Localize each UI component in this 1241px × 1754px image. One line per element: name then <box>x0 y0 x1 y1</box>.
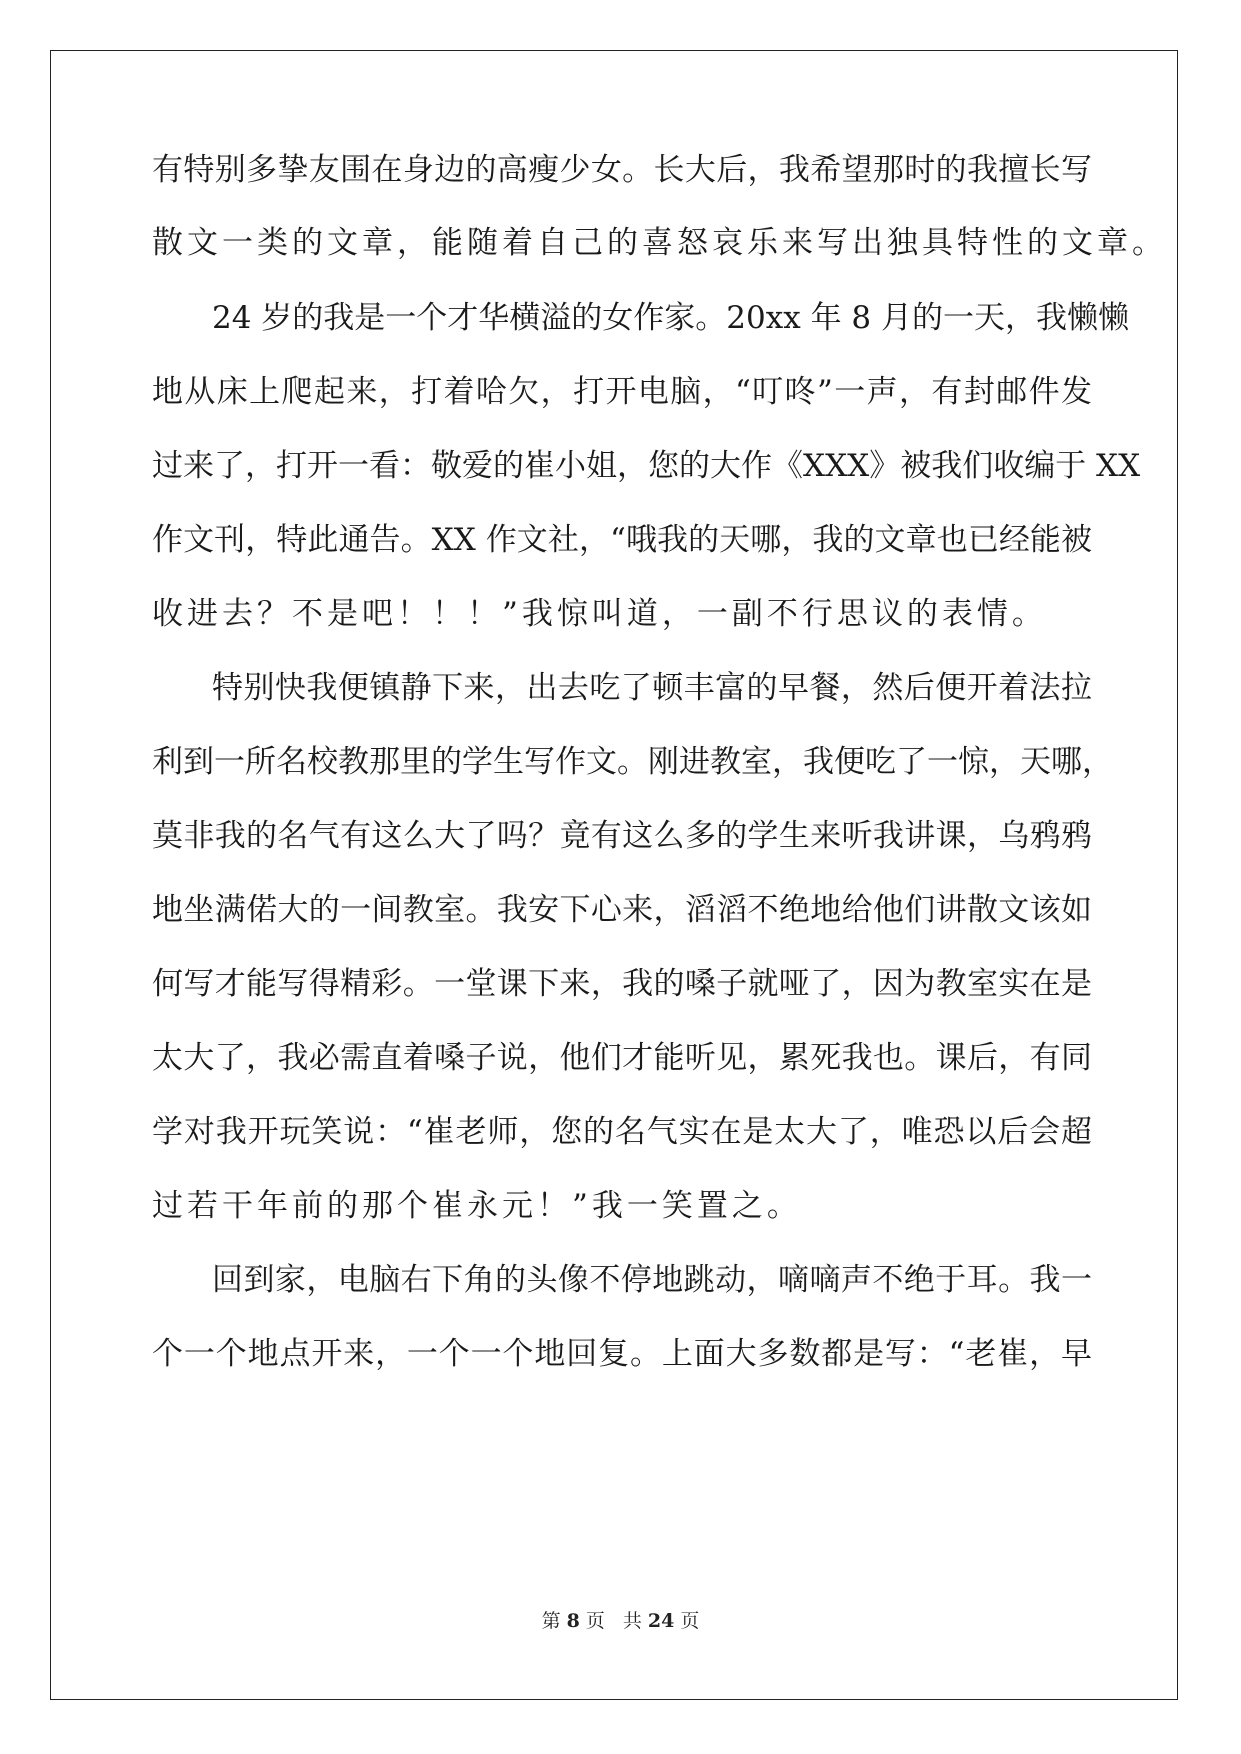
text-line: 作文刊，特此通告。XX 作文社，“哦我的天哪，我的文章也已经能被 <box>152 522 1092 558</box>
text-line: 地坐满偌大的一间教室。我安下心来，滔滔不绝地给他们讲散文该如 <box>152 892 1092 928</box>
total-prefix: 共 <box>622 1610 642 1632</box>
text-line: 收进去？不是吧！！！”我惊叫道，一副不行思议的表情。 <box>152 596 1047 632</box>
text-line: 散文一类的文章，能随着自己的喜怒哀乐来写出独具特性的文章。 <box>152 225 1167 261</box>
total-suffix: 页 <box>680 1610 700 1632</box>
text-line: 太大了，我必需直着嗓子说，他们才能听见，累死我也。课后，有同 <box>152 1040 1092 1076</box>
page-indicator <box>539 1610 614 1632</box>
text-line: 学对我开玩笑说：“崔老师，您的名气实在是太大了，唯恐以后会超 <box>152 1114 1092 1150</box>
text-line: 回到家，电脑右下角的头像不停地跳动，嘀嘀声不绝于耳。我一 <box>212 1262 1092 1298</box>
text-line: 地从床上爬起来，打着哈欠，打开电脑，“叮咚”一声，有封邮件发 <box>152 374 1092 410</box>
page-suffix: 页 <box>585 1610 605 1632</box>
text-line: 有特别多挚友围在身边的高瘦少女。长大后，我希望那时的我擅长写 <box>152 152 1092 188</box>
text-line: 莫非我的名气有这么大了吗？竟有这么多的学生来听我讲课，乌鸦鸦 <box>152 818 1092 854</box>
page-footer <box>0 1606 1241 1633</box>
page-number: 8 <box>566 1610 580 1632</box>
text-line: 24 岁的我是一个才华横溢的女作家。20xx 年 8 月的一天，我懒懒 <box>212 300 1129 336</box>
total-indicator <box>620 1610 702 1632</box>
text-line: 个一个地点开来，一个一个地回复。上面大多数都是写：“老崔，早 <box>152 1336 1092 1372</box>
page-prefix: 第 <box>541 1610 561 1632</box>
text-line: 特别快我便镇静下来，出去吃了顿丰富的早餐，然后便开着法拉 <box>212 670 1092 706</box>
text-line: 何写才能写得精彩。一堂课下来，我的嗓子就哑了，因为教室实在是 <box>152 966 1092 1002</box>
total-pages: 24 <box>647 1610 675 1632</box>
text-line: 过若干年前的那个崔永元！”我一笑置之。 <box>152 1188 802 1224</box>
text-line: 过来了，打开一看：敬爱的崔小姐，您的大作《XXX》被我们收编于 XX <box>152 448 1141 484</box>
text-line: 利到一所名校教那里的学生写作文。刚进教室，我便吃了一惊，天哪， <box>152 744 1113 780</box>
